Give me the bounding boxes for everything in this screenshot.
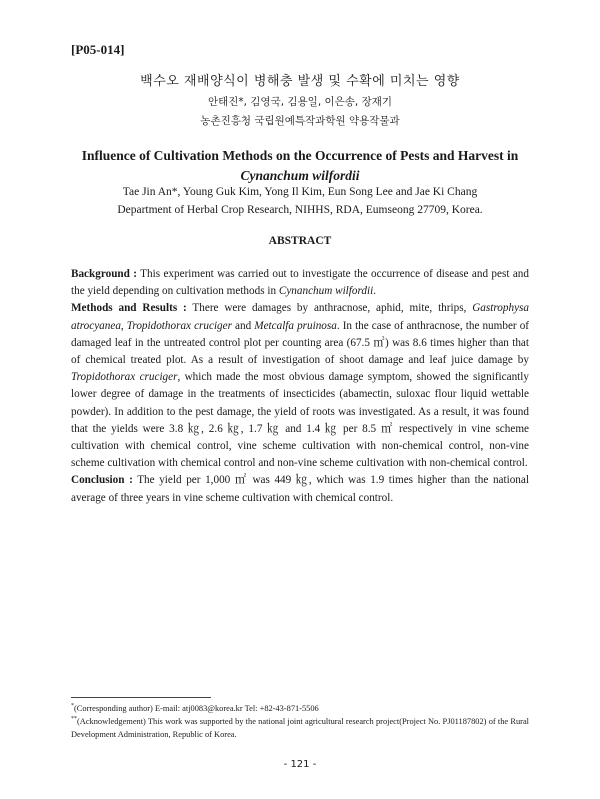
conclusion-paragraph [71,472,529,506]
methods-comma: , [120,319,124,332]
abstract-body [71,266,529,507]
abstract-heading: ABSTRACT [268,235,332,247]
english-title-main: Influence of Cultivation Methods on the Occurrence of Pests and Harvest in [81,148,519,163]
korean-affiliation: 농촌진흥청 국립원예특작과학원 약용작물과 [200,115,400,127]
background-text: This experiment was carried out to investigate the occurrence of disease and pest and the yield depending on cultivation methods in [71,268,529,298]
abstract-code: [P05-014] [71,42,125,57]
species-tropidothorax-2: Tropidothorax cruciger [71,371,178,384]
species-tropidothorax: Tropidothorax cruciger [126,319,232,332]
background-species: Cynanchum wilfordii [278,285,374,298]
methods-text-2: and [235,319,252,332]
english-authors: Tae Jin An*, Young Guk Kim, Yong Il Kim, Eun Song Lee and Jae Ki Chang [122,186,478,198]
english-affiliation: Department of Herbal Crop Research, NIHHS, RDA, Eumseong 27709, Korea. [117,204,483,216]
footnote-2-text: (Acknowledgement) This work was supported by the national joint agricultural research project(Project No. PJ01187802) of the Rural Development Administration, Republic of Korea. [71,717,529,739]
footnote-1-text: (Corresponding author) E-mail: atj0083@korea.kr Tel: +82-43-871-5506 [74,704,319,713]
conclusion-text: The yield per 1,000 ㎡ was 449 ㎏, which was 1.9 times higher than the national average of three years in vine scheme cultivation with chemical control. [71,474,529,504]
english-title-species: Cynanchum wilfordii [240,168,360,183]
background-label: Background : [71,268,137,280]
species-gastrophysa: Gastrophysa atrocyanea [71,302,529,332]
footnote-divider [71,697,211,698]
korean-title: 백수오 재배양식이 병해충 발생 및 수확에 미치는 영향 [140,74,460,89]
footnote-mark-2: ** [71,716,77,723]
methods-paragraph [71,300,529,472]
korean-authors: 안태진*, 김영국, 김용일, 이은송, 장재기 [207,96,393,108]
footnote-corresponding [71,702,529,715]
footnote-acknowledgement [71,715,529,741]
species-metcalfa: Metcalfa pruinosa [254,319,337,332]
methods-text-4: , which made the most obvious damage symptom, showed the significantly lower degree of damage in the treatments of insecticides (abamectin, suloxac flour liquid wettable powder). In addition to the pest damage, the yield of roots was investigated. As a result, it was found that the yields were 3.8 ㎏, 2.6 ㎏, 1.7 ㎏ and 1.4 ㎏ per 8.5 ㎡ respectively in vine scheme cultivation with chemical control, vine scheme cultivation with non-chemical control, non-vine scheme cultivation with chemical control and non-vine scheme cultivation with non-chemical control. [71,371,529,470]
english-title [60,146,540,186]
conclusion-label: Conclusion : [71,474,133,487]
background-end: . [373,285,377,298]
footnote-mark-1: * [71,703,74,710]
page-number: - 121 - [283,759,317,770]
methods-label: Methods and Results : [71,302,187,315]
background-paragraph [71,266,529,300]
methods-text-1: There were damages by anthracnose, aphid, mite, thrips, [192,302,467,315]
footnotes [71,702,529,741]
methods-text-3: . In the case of anthracnose, the number of damaged leaf in the untreated control plot per counting area (67.5 ㎡) was 8.6 times higher than that of chemical treated plot. As a result of investigation of shoot damage and leaf juice damage by [71,319,530,367]
